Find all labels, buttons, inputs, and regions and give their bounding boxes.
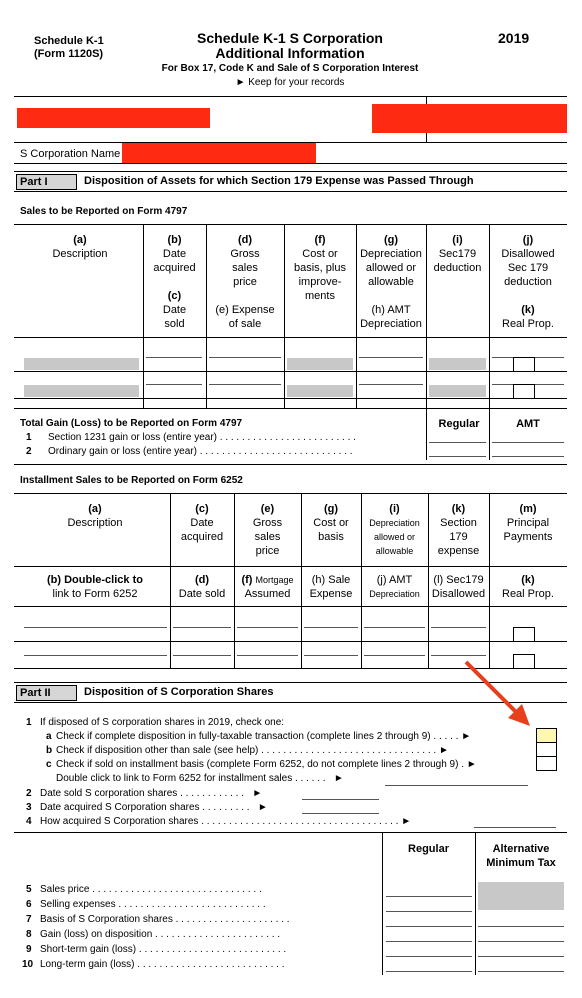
shaded-cell [287, 358, 353, 370]
input-line [304, 627, 358, 628]
input-line [146, 357, 202, 358]
line-number: 4 [26, 816, 32, 827]
installment-checkbox[interactable] [536, 756, 557, 771]
amt-basis-input[interactable] [478, 926, 564, 927]
part1-label: Part I [16, 174, 77, 190]
input-line [492, 456, 564, 457]
input-line [237, 655, 298, 656]
shaded-cell [24, 358, 139, 370]
line-number: 10 [22, 959, 34, 970]
inst-col-b-header[interactable]: (b) Double-click to link to Form 6252 [47, 574, 143, 600]
amt-short-term-input[interactable] [478, 956, 564, 957]
shaded-cell [24, 385, 139, 397]
input-line [359, 384, 423, 385]
form-id-line1: Schedule K-1 [34, 35, 104, 47]
triangle-right-icon: ► [466, 759, 477, 770]
row-line [14, 641, 567, 642]
col-d-header: (d) Gross sales price [230, 234, 260, 288]
row-line [14, 398, 567, 399]
divider [14, 566, 567, 567]
keep-note [140, 77, 440, 88]
triangle-right-icon: ► [333, 773, 344, 784]
inst-col-m-header: (m) Principal Payments [503, 503, 553, 543]
date-sold-input[interactable] [302, 799, 379, 800]
col-k-header: (k) Real Prop. [502, 304, 554, 330]
line-letter: c [46, 759, 52, 770]
inst-col-l-header: (l) Sec179 Disallowed [431, 574, 486, 600]
line2-label: Ordinary gain or loss (entire year) . . . . . . . . . . . . . . . . . . . . . . . . . . . . [48, 446, 353, 457]
long-term-input[interactable] [386, 971, 472, 972]
triangle-right-icon: ► [461, 731, 472, 742]
input-line [209, 384, 281, 385]
triangle-right-icon: ► [401, 816, 412, 827]
line-number: 1 [26, 432, 32, 443]
inst-col-i-header: (i) Depreciation allowed or allowable [369, 503, 420, 556]
real-prop-checkbox[interactable] [513, 357, 535, 372]
keep-note-text: Keep for your records [248, 77, 345, 88]
col-f-header: (f) Cost or basis, plus improve- ments [294, 234, 346, 302]
divider [14, 171, 567, 172]
regular-col-header: Regular [408, 843, 449, 855]
corp-name-label: S Corporation Name [20, 148, 121, 160]
basis-input[interactable] [386, 926, 472, 927]
row-line [14, 371, 567, 372]
input-line [359, 357, 423, 358]
line-number: 1 [26, 717, 32, 728]
col-e-header: (e) Expense of sale [215, 304, 275, 330]
input-line [431, 627, 486, 628]
line7-label: Basis of S Corporation shares . . . . . . . . . . . . . . . . . . . . . [40, 914, 290, 925]
col-j-header: (j) Disallowed Sec 179 deduction [501, 234, 555, 288]
inst-col-g-header: (g) Cost or basis [313, 503, 349, 543]
regular-col-header: Regular [438, 418, 480, 430]
inst-col-c-header: (c) Date acquired [180, 503, 224, 543]
divider [14, 408, 567, 409]
divider [14, 337, 567, 338]
redacted-ein [372, 104, 567, 133]
line-number: 3 [26, 802, 32, 813]
amt-col-header: AMT [516, 418, 540, 430]
sales-heading: Sales to be Reported on Form 4797 [20, 206, 188, 217]
line-number: 9 [26, 944, 32, 955]
shaded-cell [287, 385, 353, 397]
inst-col-d-header: (d) Date sold [178, 574, 226, 600]
line1-label: Section 1231 gain or loss (entire year) . . . . . . . . . . . . . . . . . . . . . . . . . [48, 432, 356, 443]
col-i-header: (i) Sec179 deduction [433, 234, 482, 274]
input-line [429, 442, 486, 443]
real-prop-checkbox[interactable] [513, 627, 535, 642]
triangle-right-icon: ► [235, 77, 246, 88]
line3-label: Date acquired S Corporation shares . . . . . . . . . ► [40, 802, 268, 813]
amt-long-term-input[interactable] [478, 971, 564, 972]
inst-col-j-header: (j) AMT Depreciation [369, 574, 420, 599]
form-id-line2: (Form 1120S) [34, 48, 104, 60]
line8-label: Gain (loss) on disposition . . . . . . . . . . . . . . . . . . . . . . . [40, 929, 281, 940]
input-line [429, 456, 486, 457]
input-line [173, 627, 231, 628]
line6-label: Selling expenses . . . . . . . . . . . . . . . . . . . . . . . . . . . [40, 899, 266, 910]
redacted-name [17, 108, 210, 128]
input-line [364, 627, 425, 628]
col-b-header: (b) Date acquired [153, 234, 196, 274]
inst-col-f-header: (f) Mortgage Assumed [241, 574, 294, 600]
line2-label: Date sold S corporation shares . . . . . . . . . . . . ► [40, 788, 263, 799]
input-line [209, 357, 281, 358]
annotation-arrow-icon [460, 656, 540, 736]
inst-col-e-header: (e) Gross sales price [252, 503, 283, 557]
input-line [173, 655, 231, 656]
inst-col-h-header: (h) Sale Expense [309, 574, 353, 600]
line4-label: How acquired S Corporation shares . . . . . . . . . . . . . . . . . . . . . . . . . . . . . . . . . . . . ► [40, 816, 412, 827]
input-line [24, 627, 167, 628]
tax-year: 2019 [498, 30, 530, 46]
complete-disposition-checkbox[interactable] [536, 728, 557, 743]
line1c-sub-label[interactable]: Double click to link to Form 6252 for installment sales . . . . . . ► [56, 773, 344, 784]
redacted-corp-name [122, 143, 316, 163]
inst-col-k2-header: (k) Real Prop. [502, 574, 554, 600]
line1-label: If disposed of S corporation shares in 2019, check one: [40, 717, 285, 728]
line9-label: Short-term gain (loss) . . . . . . . . . . . . . . . . . . . . . . . . . . . [40, 944, 287, 955]
divider [14, 832, 567, 833]
line5-label: Sales price . . . . . . . . . . . . . . . . . . . . . . . . . . . . . . . [40, 884, 262, 895]
divider [14, 464, 567, 465]
line1a-label: Check if complete disposition in fully-taxable transaction (complete lines 2 through 9) . . . . . ► [56, 731, 472, 742]
inst-col-k-header: (k) Section 179 expense [437, 503, 480, 557]
shaded-cell [429, 385, 486, 397]
part1-title: Disposition of Assets for which Section 179 Expense was Passed Through [84, 175, 474, 187]
amt-col-header-line1: Alternative [492, 843, 550, 855]
date-acquired-input[interactable] [302, 813, 379, 814]
line-number: 5 [26, 884, 32, 895]
how-acquired-input[interactable] [474, 827, 556, 828]
amt-gain-loss-input[interactable] [478, 941, 564, 942]
input-line [385, 785, 528, 786]
part2-label: Part II [16, 685, 77, 701]
col-h-header: (h) AMT Depreciation [360, 304, 422, 330]
part2-title: Disposition of S Corporation Shares [84, 686, 274, 698]
sales-price-input[interactable] [386, 896, 472, 897]
triangle-right-icon: ► [257, 802, 268, 813]
line-number: 7 [26, 914, 32, 925]
divider [14, 96, 567, 97]
real-prop-checkbox[interactable] [513, 384, 535, 399]
other-than-sale-checkbox[interactable] [536, 742, 557, 757]
line-number: 6 [26, 899, 32, 910]
input-line [146, 384, 202, 385]
divider [14, 606, 567, 607]
shaded-cell [478, 882, 564, 910]
installment-heading: Installment Sales to be Reported on Form 6252 [20, 475, 243, 486]
col-sep [426, 408, 427, 460]
line1b-label: Check if disposition other than sale (see help) . . . . . . . . . . . . . . . . . . . . . . . . . . . . . . . . ► [56, 745, 449, 756]
input-line [237, 627, 298, 628]
page-title: Schedule K-1 S Corporation [197, 30, 383, 46]
col-c-header: (c) Date sold [162, 290, 187, 330]
line-letter: b [46, 745, 53, 756]
input-line [24, 655, 167, 656]
divider [14, 224, 567, 225]
total-heading: Total Gain (Loss) to be Reported on Form 4797 [20, 418, 243, 429]
col-sep [489, 408, 490, 460]
short-term-input[interactable] [386, 956, 472, 957]
input-line [492, 442, 564, 443]
shaded-cell [429, 358, 486, 370]
line10-label: Long-term gain (loss) . . . . . . . . . . . . . . . . . . . . . . . . . . . [40, 959, 285, 970]
amt-col-header-line2: Minimum Tax [486, 857, 556, 869]
inst-col-a-header: (a) Description [67, 503, 123, 529]
line-number: 8 [26, 929, 32, 940]
divider [14, 191, 567, 192]
line-number: 2 [26, 788, 32, 799]
selling-expenses-input[interactable] [386, 911, 472, 912]
input-line [364, 655, 425, 656]
divider [14, 163, 567, 164]
line-number: 2 [26, 446, 32, 457]
gain-loss-input[interactable] [386, 941, 472, 942]
input-line [304, 655, 358, 656]
line1c-label: Check if sold on installment basis (complete Form 6252, do not complete lines 2 through 9) . ► [56, 759, 477, 770]
triangle-right-icon: ► [252, 788, 263, 799]
col-a-header: (a) Description [52, 234, 108, 260]
page-subtitle: For Box 17, Code K and Sale of S Corporation Interest [161, 63, 419, 74]
page-title-line2: Additional Information [215, 45, 365, 61]
col-g-header: (g) Depreciation allowed or allowable [360, 234, 422, 288]
divider [14, 493, 567, 494]
line-letter: a [46, 731, 52, 742]
triangle-right-icon: ► [438, 745, 449, 756]
